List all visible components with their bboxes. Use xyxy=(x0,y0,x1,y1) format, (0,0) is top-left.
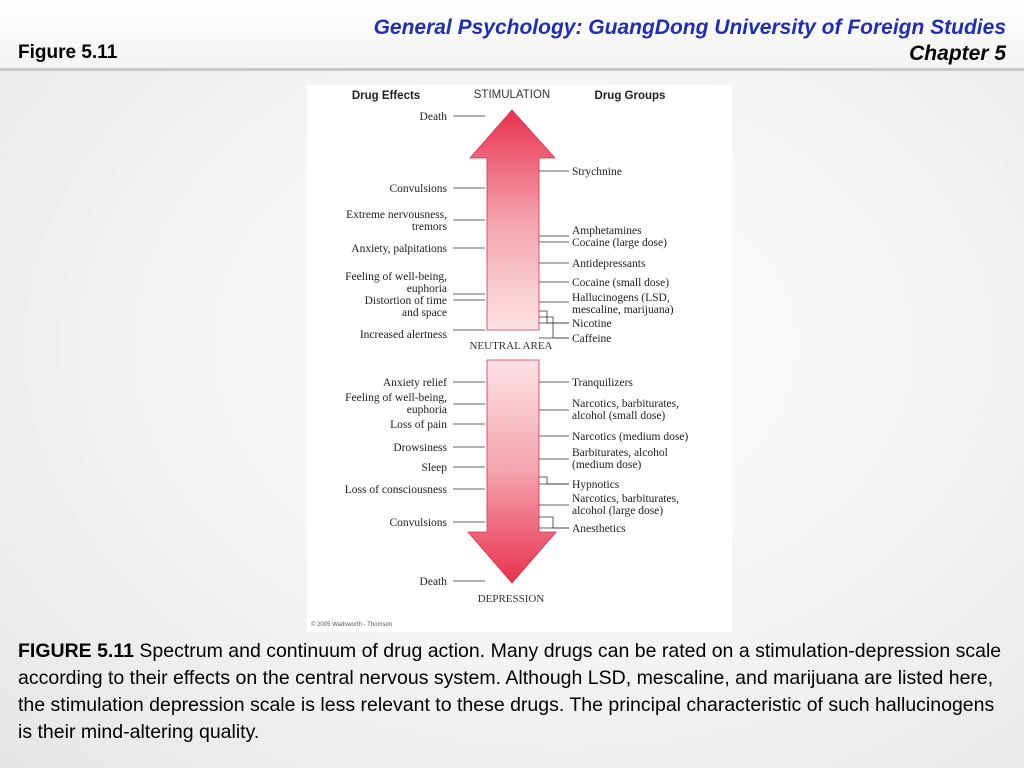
hypnotics-connector xyxy=(539,477,569,484)
depression-effect-label: Sleep xyxy=(421,462,447,474)
depression-group-label: Tranquilizers xyxy=(572,377,633,389)
stimulation-group-item xyxy=(539,258,646,270)
depression-group-label: Narcotics (medium dose) xyxy=(572,431,689,443)
stimulation-effect-label: tremors xyxy=(411,221,447,233)
stimulation-group-item xyxy=(539,277,669,289)
stimulation-group-label: Hallucinogens (LSD, xyxy=(572,292,670,304)
heading-drug-groups: Drug Groups xyxy=(594,90,666,102)
stimulation-effect-label: Extreme nervousness, xyxy=(346,209,447,221)
depression-group-label: Narcotics, barbiturates, xyxy=(572,493,679,505)
stimulation-group-item xyxy=(539,225,642,237)
depression-effect-item xyxy=(345,484,485,496)
stimulation-group-label: Amphetamines xyxy=(572,225,642,237)
stimulation-effect-item xyxy=(365,295,485,319)
stimulation-group-label: Nicotine xyxy=(572,318,612,330)
caption-text: Spectrum and continuum of drug action. Many drugs can be rated on a stimulation-depression scale according to their effects on the central nervous system. Although LSD, mescaline, and marijuana are listed here, the stimulation depression scale is less relevant to these drugs. The principal characteristic of such hallucinogens is their mind-altering quality. xyxy=(18,640,1002,743)
stimulation-group-label: Cocaine (large dose) xyxy=(572,237,667,249)
depression-group-label: Anesthetics xyxy=(572,523,626,535)
depression-effect-label: Anxiety relief xyxy=(382,377,447,389)
depression-effect-label: euphoria xyxy=(406,404,447,416)
depression-group-label: Narcotics, barbiturates, xyxy=(572,398,679,410)
depression-effect-item xyxy=(389,517,485,529)
stimulation-effect-label: Increased alertness xyxy=(359,329,447,341)
stimulation-effect-item xyxy=(360,329,485,341)
copyright-notice: © 2005 Wadsworth - Thomson xyxy=(311,622,393,628)
depression-group-label: Hypnotics xyxy=(572,479,620,491)
stimulation-group-label: mescaline, marijuana) xyxy=(572,304,674,316)
depression-effect-item xyxy=(421,462,485,474)
depression-effect-label: Loss of consciousness xyxy=(344,484,447,496)
stimulation-effect-item xyxy=(389,183,485,195)
depression-group-label: (medium dose) xyxy=(572,459,642,471)
figure-number: Figure 5.11 xyxy=(18,42,118,63)
stimulation-effect-item xyxy=(346,209,485,233)
depression-group-item xyxy=(539,493,679,517)
anesthetics-connector xyxy=(539,517,569,528)
depression-arrow xyxy=(468,360,556,583)
stimulation-group-item xyxy=(539,292,674,316)
stimulation-effect-item xyxy=(345,271,485,295)
caffeine-connector xyxy=(539,317,569,338)
stimulation-effect-label: Convulsions xyxy=(389,183,447,195)
chapter-label: Chapter 5 xyxy=(909,42,1006,65)
figure-caption xyxy=(18,638,1008,746)
depression-group-label: Barbiturates, alcohol xyxy=(572,447,668,459)
slide-header xyxy=(0,0,1024,71)
depression-effect-item xyxy=(390,419,485,431)
depression-group-label: alcohol (large dose) xyxy=(572,505,664,517)
heading-drug-effects: Drug Effects xyxy=(351,90,421,102)
stimulation-group-label: Cocaine (small dose) xyxy=(572,277,670,289)
stimulation-effect-label: Distortion of time xyxy=(364,295,447,307)
depression-effect-item xyxy=(420,576,485,588)
stimulation-effect-label: Anxiety, palpitations xyxy=(351,243,447,255)
depression-group-item xyxy=(539,479,620,491)
stimulation-group-label: Antidepressants xyxy=(572,258,646,270)
stimulation-effect-label: and space xyxy=(401,307,447,319)
depression-effect-label: Drowsiness xyxy=(393,442,447,454)
stimulation-group-item xyxy=(539,318,612,330)
neutral-area-label: NEUTRAL AREA xyxy=(469,340,553,352)
depression-group-item xyxy=(539,431,688,443)
stimulation-group-item xyxy=(539,237,667,249)
stimulation-effect-label: Death xyxy=(419,111,447,123)
depression-effect-label: Death xyxy=(419,576,447,588)
stimulation-group-item xyxy=(539,166,622,178)
depression-effect-item xyxy=(383,377,485,389)
drug-spectrum-diagram xyxy=(307,85,732,632)
depression-group-item xyxy=(539,377,633,389)
depression-group-label: alcohol (small dose) xyxy=(572,410,666,422)
depression-group-item xyxy=(539,447,668,471)
depression-effect-label: Convulsions xyxy=(389,517,447,529)
caption-label: FIGURE 5.11 xyxy=(18,640,134,662)
depression-effect-item xyxy=(393,442,485,454)
depression-effect-label: Loss of pain xyxy=(390,419,447,431)
stimulation-group-label: Caffeine xyxy=(572,333,612,345)
depression-effect-label: Feeling of well-being, xyxy=(345,392,447,404)
drug-spectrum-figure xyxy=(307,85,732,632)
depression-group-item xyxy=(539,398,679,422)
stimulation-effect-item xyxy=(420,111,485,123)
stimulation-effect-label: euphoria xyxy=(406,283,447,295)
stimulation-effect-item xyxy=(351,243,485,255)
depression-label: DEPRESSION xyxy=(477,593,545,605)
depression-effect-item xyxy=(345,392,485,416)
heading-stimulation: STIMULATION xyxy=(473,89,551,101)
stimulation-group-label: Strychnine xyxy=(572,166,622,178)
course-title: General Psychology: GuangDong University of Foreign Studies xyxy=(373,16,1006,39)
stimulation-effect-label: Feeling of well-being, xyxy=(345,271,447,283)
